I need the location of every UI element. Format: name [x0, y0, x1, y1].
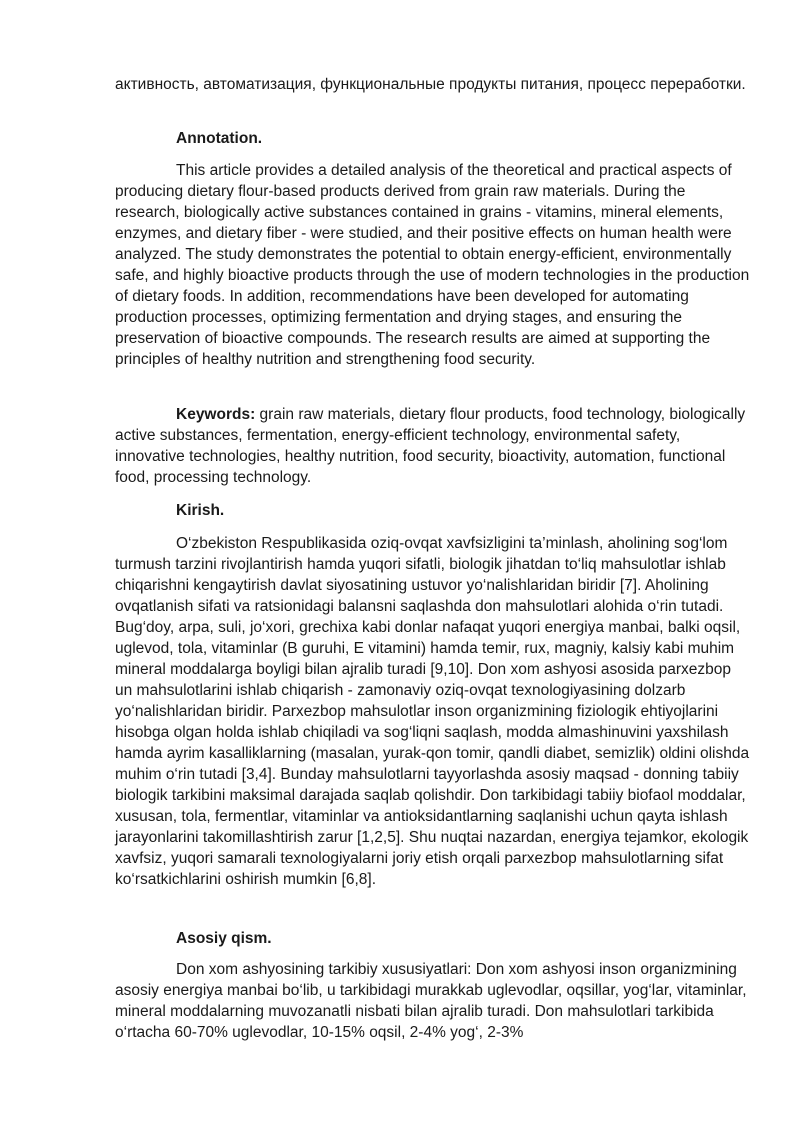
- kirish-heading: Kirish.: [176, 502, 225, 519]
- keywords-text: grain raw materials, dietary flour products, food technology, biologically active substances, fermentation, energy-efficient technology, environmental safety, innovative technologies, healthy nutrition, food security, bioactivity, automation, functional food, processing technology.: [115, 406, 746, 486]
- keywords-continuation: активность, автоматизация, функциональные продукты питания, процесс переработки.: [115, 76, 746, 93]
- keywords-paragraph: [115, 404, 750, 488]
- kirish-paragraph: O‘zbekiston Respublikasida oziq-ovqat xavfsizligini ta’minlash, aholining sog‘lom turmush tarzini rivojlantirish hamda yuqori sifatli, biologik jihatdan to‘liq mahsulotlar ishlab chiqarishni kengaytirish davlat siyosatining ustuvor yo‘nalishlaridan biridir [7]. Aholining ovqatlanish sifati va ratsionidagi balansni saqlashda don mahsulotlari alohida o‘rin tutadi. Bug‘doy, arpa, suli, jo‘xori, grechixa kabi donlar nafaqat yuqori energiya manbai, balki oqsil, uglevod, tola, vitaminlar (B guruhi, E vitamini) hamda temir, rux, magniy, kalsiy kabi muhim mineral moddalarga boyligi bilan ajralib turadi [9,10]. Don xom ashyosi asosida parxezbop un mahsulotlarini ishlab chiqarish - zamonaviy oziq-ovqat texnologiyasining dolzarb yo‘nalishlaridan biridir. Parxezbop mahsulotlar inson organizmining fiziologik ehtiyojlarini hisobga olgan holda ishlab chiqiladi va sog‘liqni saqlash, modda almashinuvini yaxshilash hamda ayrim kasalliklarning (masalan, yurak-qon tomir, qandli diabet, semizlik) oldini olishda muhim o‘rin tutadi [3,4]. Bunday mahsulotlarni tayyorlashda asosiy maqsad - donning tabiiy biologik tarkibini maksimal darajada saqlab qolishdir. Don tarkibidagi tabiiy biofaol moddalar, xususan, tola, fermentlar, vitaminlar va antioksidantlarning saqlanishi uchun qayta ishlash jarayonlarini takomillashtirish zarur [1,2,5]. Shu nuqtai nazardan, energiya tejamkor, ekologik xavfsiz, yuqori samarali texnologiyalarni joriy etish orqali parxezbop mahsulotlarning sifat ko‘rsatkichlarini oshirish mumkin [6,8].: [115, 535, 750, 888]
- asosiy-heading: Asosiy qism.: [176, 930, 272, 947]
- annotation-heading: Annotation.: [176, 130, 263, 147]
- asosiy-paragraph: Don xom ashyosining tarkibiy xususiyatlari: Don xom ashyosi inson organizmining asosiy energiya manbai bo‘lib, u tarkibidagi murakkab uglevodlar, oqsillar, yog‘lar, vitaminlar, mineral moddalarning muvozanatli nisbati bilan ajralib turadi. Don mahsulotlari tarkibida o‘rtacha 60-70% uglevodlar, 10-15% oqsil, 2-4% yog‘, 2-3%: [115, 961, 747, 1041]
- annotation-paragraph: This article provides a detailed analysis of the theoretical and practical aspects of producing dietary flour-based products derived from grain raw materials. During the research, biologically active substances contained in grains - vitamins, mineral elements, enzymes, and dietary fiber - were studied, and their positive effects on human health were analyzed. The study demonstrates the potential to obtain energy-efficient, environmentally safe, and highly bioactive products through the use of modern technologies in the production of dietary foods. In addition, recommendations have been developed for automating production processes, optimizing fermentation and drying stages, and ensuring the preservation of bioactive compounds. The research results are aimed at supporting the principles of healthy nutrition and strengthening food security.: [115, 162, 750, 368]
- keywords-label: Keywords:: [176, 406, 256, 423]
